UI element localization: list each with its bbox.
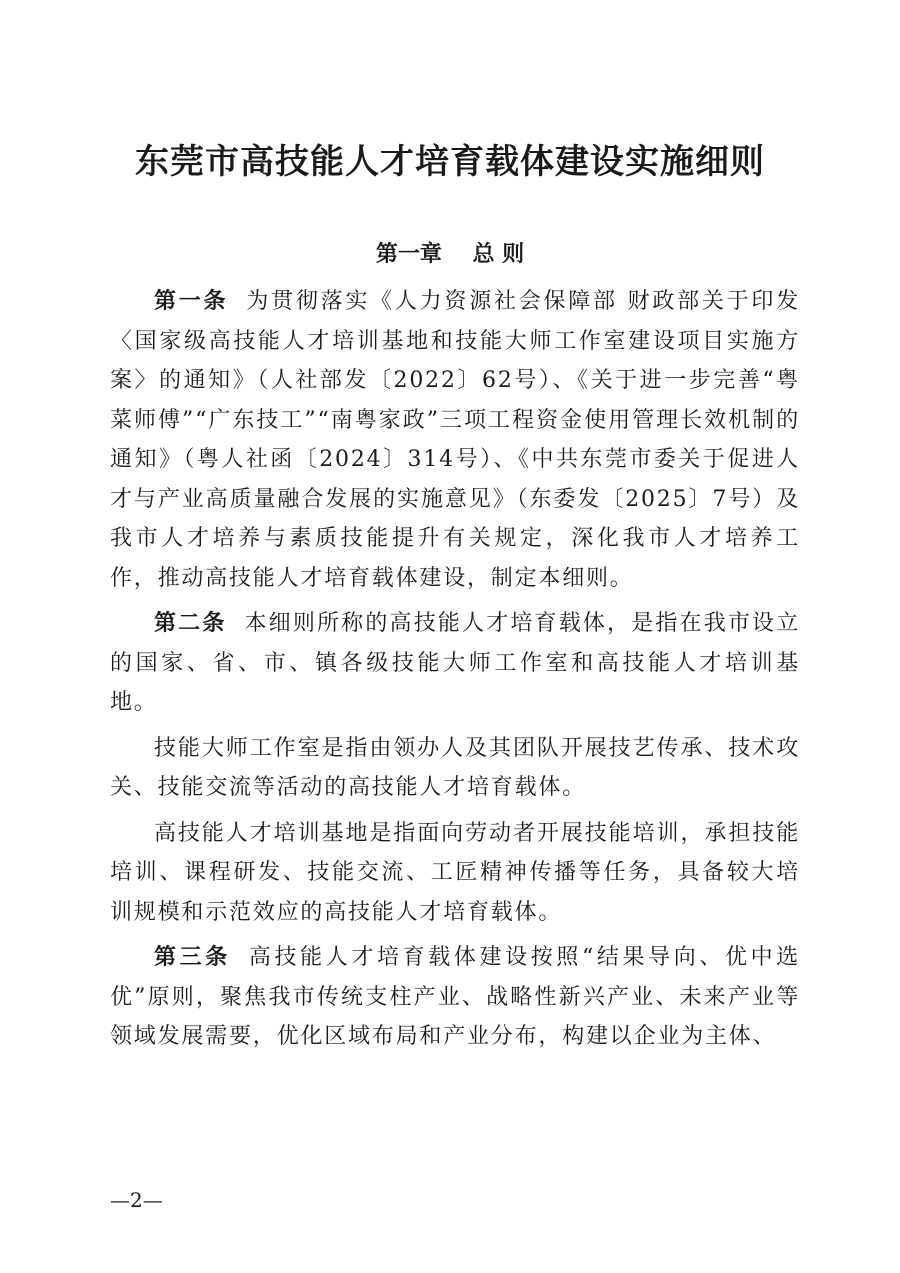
page-number: —2— xyxy=(110,1188,163,1212)
document-title: 东莞市高技能人才培育载体建设实施细则 xyxy=(135,142,765,182)
article-3-paragraph xyxy=(110,938,800,1057)
article-3-text: 高技能人才培育载体建设按照“结果导向、优中选优”原则，聚焦我市传统支柱产业、战略性新兴产业、未来产业等领域发展需要，优化区域布局和产业分布，构建以企业为主体、 xyxy=(110,945,800,1049)
document-body xyxy=(110,282,800,1057)
article-2-label: 第二条 xyxy=(154,610,227,636)
article-3-label: 第三条 xyxy=(154,944,231,970)
article-1-label: 第一条 xyxy=(154,288,229,314)
training-base-definition-paragraph: 高技能人才培训基地是指面向劳动者开展技能培训，承担技能培训、课程研发、技能交流、工匠精神传播等任务，具备较大培训规模和示范效应的高技能人才培育载体。 xyxy=(110,820,800,925)
article-1-paragraph xyxy=(110,282,800,598)
article-2-text: 本细则所称的高技能人才培育载体，是指在我市设立的国家、省、市、镇各级技能大师工作室和高技能人才培训基地。 xyxy=(110,611,801,715)
article-2-paragraph xyxy=(110,604,800,723)
article-1-text: 为贯彻落实《人力资源社会保障部 财政部关于印发〈国家级高技能人才培训基地和技能大师工作室建设项目实施方案〉的通知》（人社部发〔2022〕62号）、《关于进一步完善“粤菜师傅”“广东技工”“南粤家政”三项工程资金使用管理长效机制的通知》（粤人社函〔2024〕314号）、《中共东莞市委关于促进人才与产业高质量融合发展的实施意见》（东委发〔2025〕7号）及我市人才培养与素质技能提升有关规定，深化我市人才培养工作，推动高技能人才培育载体建设，制定本细则。 xyxy=(110,289,800,591)
master-studio-definition-paragraph: 技能大师工作室是指由领办人及其团队开展技艺传承、技术攻关、技能交流等活动的高技能人才培育载体。 xyxy=(110,735,800,800)
chapter-heading: 第一章 总 则 xyxy=(375,241,525,267)
